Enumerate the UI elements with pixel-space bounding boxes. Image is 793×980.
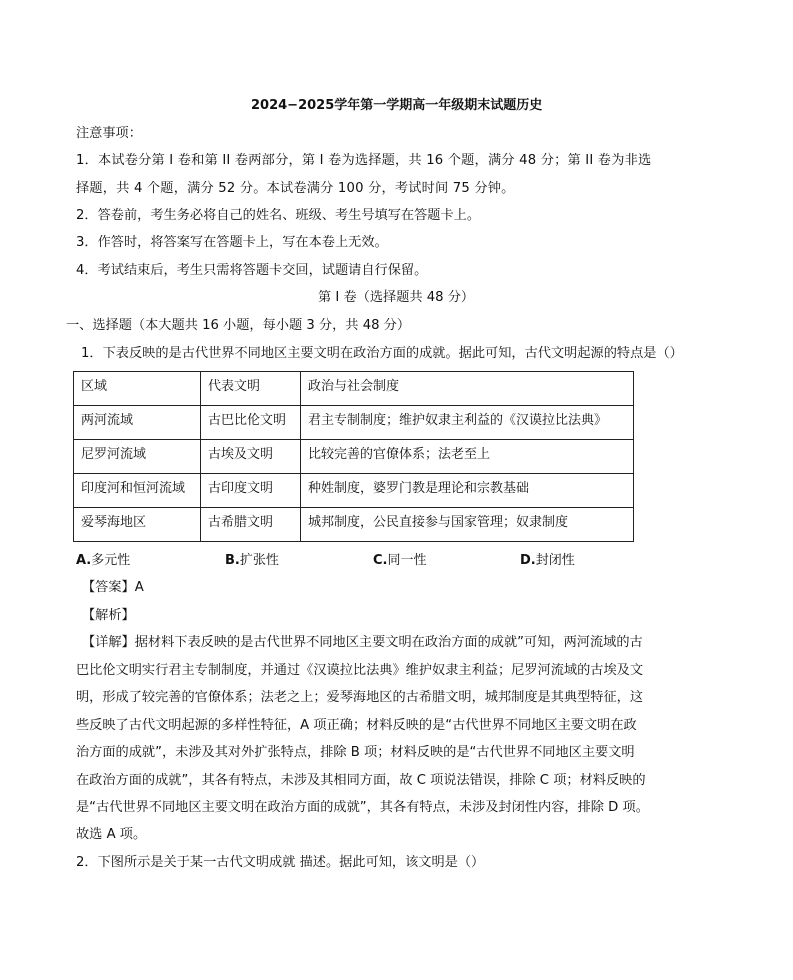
option-text: 多元性	[91, 553, 131, 568]
table-row	[74, 406, 634, 440]
table-cell: 印度河和恒河流域	[74, 474, 201, 508]
question-1-stem: 1．下表反映的是古代世界不同地区主要文明在政治方面的成就。据此可知，古代文明起源的特点是（）	[81, 346, 683, 361]
notice-line-3: 2．答卷前，考生务必将自己的姓名、班级、考生号填写在答题卡上。	[76, 208, 481, 223]
doc-title: 2024−2025学年第一学期高一年级期末试题历史	[251, 98, 543, 113]
option-b	[225, 551, 279, 571]
detail-line: 治方面的成就”，未涉及其对外扩张特点，排除 B 项；材料反映的是“古代世界不同地区主要文明	[76, 745, 635, 760]
table-row	[74, 474, 634, 508]
option-a	[76, 551, 130, 571]
detail-line: 明，形成了较完善的官僚体系；法老之上；爱琴海地区的古希腊文明，城邦制度是其典型特征，这	[76, 690, 644, 705]
table-cell: 古巴比伦文明	[201, 406, 301, 440]
option-text: 扩张性	[239, 553, 279, 568]
question-2-stem: 2．下图所示是关于某一古代文明成就 描述。据此可知，该文明是（）	[76, 855, 485, 870]
table-cell: 爱琴海地区	[74, 508, 201, 542]
notice-header: 注意事项：	[76, 126, 142, 141]
table-cell: 君主专制制度；维护奴隶主利益的《汉谟拉比法典》	[301, 406, 634, 440]
notice-line-4: 3．作答时，将答案写在答题卡上，写在本卷上无效。	[76, 235, 388, 250]
table-header-cell: 代表文明	[201, 372, 301, 406]
option-letter: C.	[373, 553, 388, 568]
option-letter: A.	[76, 553, 92, 568]
detail-line: 是“古代世界不同地区主要文明在政治方面的成就”，其各有特点，未涉及封闭性内容，排除 D 项。	[76, 800, 649, 815]
option-text: 同一性	[387, 553, 427, 568]
option-d	[520, 551, 575, 571]
detail-line: 在政治方面的成就”，其各有特点，未涉及其相同方面，故 C 项说法错误，排除 C 项；材料反映的	[76, 773, 646, 788]
table-row	[74, 508, 634, 542]
detail-line: 故选 A 项。	[76, 827, 147, 842]
notice-line-5: 4．考试结束后，考生只需将答题卡交回，试题请自行保留。	[76, 263, 428, 278]
option-text: 封闭性	[535, 553, 575, 568]
option-letter: B.	[225, 553, 240, 568]
table-header-cell: 政治与社会制度	[301, 372, 634, 406]
answer-line: 【答案】A	[82, 580, 144, 595]
detail-line: 些反映了古代文明起源的多样性特征，A 项正确；材料反映的是“古代世界不同地区主要文明在政	[76, 718, 637, 733]
table-cell: 古埃及文明	[201, 440, 301, 474]
table-header-row	[74, 372, 634, 406]
notice-line-2: 择题，共 4 个题，满分 52 分。本试卷满分 100 分，考试时间 75 分钟。	[76, 181, 515, 196]
section-title: 第 I 卷（选择题共 48 分）	[318, 290, 475, 305]
table-cell: 比较完善的官僚体系；法老至上	[301, 440, 634, 474]
table-cell: 古印度文明	[201, 474, 301, 508]
part-title: 一、选择题（本大题共 16 小题，每小题 3 分，共 48 分）	[66, 318, 411, 333]
civilization-table	[73, 371, 634, 542]
detail-line: 巴比伦文明实行君主专制制度，并通过《汉谟拉比法典》维护奴隶主利益；尼罗河流域的古埃及文	[76, 663, 644, 678]
detail-line: 【详解】据材料下表反映的是古代世界不同地区主要文明在政治方面的成就”可知，两河流域的古	[82, 635, 643, 650]
table-cell: 种姓制度，婆罗门教是理论和宗教基础	[301, 474, 634, 508]
table-cell: 古希腊文明	[201, 508, 301, 542]
analysis-label: 【解析】	[82, 608, 135, 623]
table-cell: 尼罗河流域	[74, 440, 201, 474]
option-letter: D.	[520, 553, 536, 568]
notice-line-1: 1．本试卷分第 I 卷和第 II 卷两部分，第 I 卷为选择题，共 16 个题，满分 48 分；第 II 卷为非选	[76, 153, 652, 168]
table-cell: 城邦制度，公民直接参与国家管理；奴隶制度	[301, 508, 634, 542]
option-c	[373, 551, 427, 571]
table-row	[74, 440, 634, 474]
table-header-cell: 区域	[74, 372, 201, 406]
table-cell: 两河流域	[74, 406, 201, 440]
